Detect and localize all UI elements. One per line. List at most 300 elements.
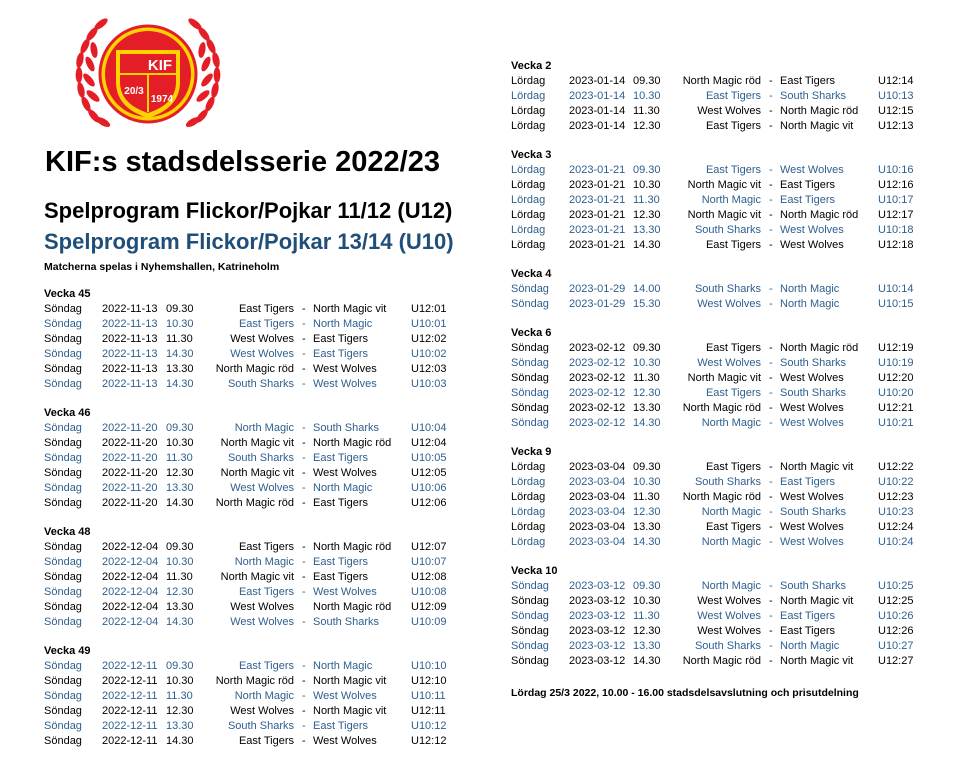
game-row: [511, 505, 931, 520]
away-team: East Tigers: [780, 476, 836, 488]
team-separator: -: [302, 586, 306, 598]
schedule-right: [511, 59, 931, 683]
home-team: East Tigers: [705, 342, 761, 354]
game-time: 14.30: [166, 735, 194, 747]
game-code: U10:01: [411, 318, 447, 330]
game-row: [44, 481, 464, 496]
week-heading: Vecka 3: [511, 149, 552, 161]
home-team: North Magic röd: [215, 497, 294, 509]
game-row: [44, 347, 464, 362]
home-team: South Sharks: [694, 283, 761, 295]
away-team: West Wolves: [313, 378, 377, 390]
game-row: [44, 332, 464, 347]
game-day: Söndag: [44, 586, 82, 598]
game-code: U12:16: [878, 179, 914, 191]
game-code: U10:06: [411, 482, 447, 494]
game-time: 09.30: [166, 422, 194, 434]
team-separator: -: [769, 209, 773, 221]
game-day: Söndag: [44, 571, 82, 583]
team-separator: -: [769, 90, 773, 102]
away-team: North Magic vit: [780, 595, 854, 607]
game-day: Söndag: [511, 387, 549, 399]
home-team: North Magic: [701, 417, 761, 429]
home-team: North Magic: [701, 580, 761, 592]
home-team: West Wolves: [230, 348, 294, 360]
game-code: U10:12: [411, 720, 447, 732]
week-heading: Vecka 9: [511, 446, 552, 458]
game-code: U12:23: [878, 491, 914, 503]
game-date: 2023-03-04: [569, 536, 626, 548]
away-team: West Wolves: [780, 239, 844, 251]
away-team: North Magic vit: [313, 705, 387, 717]
game-date: 2022-12-04: [102, 541, 159, 553]
team-separator: -: [769, 239, 773, 251]
game-code: U12:19: [878, 342, 914, 354]
game-day: Söndag: [511, 417, 549, 429]
game-code: U10:10: [411, 660, 447, 672]
game-row: [511, 416, 931, 431]
game-date: 2022-11-20: [102, 422, 158, 434]
game-code: U10:21: [878, 417, 914, 429]
game-row: [511, 119, 931, 134]
team-separator: -: [769, 461, 773, 473]
game-date: 2023-03-04: [569, 521, 626, 533]
game-date: 2023-01-21: [569, 239, 626, 251]
home-team: East Tigers: [705, 461, 761, 473]
home-team: South Sharks: [694, 224, 761, 236]
home-team: South Sharks: [227, 452, 294, 464]
game-date: 2022-12-11: [102, 690, 158, 702]
home-team: East Tigers: [705, 120, 761, 132]
home-team: West Wolves: [697, 595, 761, 607]
away-team: North Magic röd: [780, 209, 859, 221]
home-team: North Magic röd: [682, 655, 761, 667]
home-team: East Tigers: [238, 660, 294, 672]
game-day: Söndag: [44, 318, 82, 330]
away-team: East Tigers: [780, 179, 836, 191]
game-day: Lördag: [511, 90, 546, 102]
team-separator: -: [302, 705, 306, 717]
game-time: 14.30: [166, 378, 194, 390]
game-time: 12.30: [633, 120, 661, 132]
game-code: U10:22: [878, 476, 914, 488]
game-row: [44, 704, 464, 719]
game-row: [511, 238, 931, 253]
logo-club: KIF: [147, 57, 173, 74]
away-team: East Tigers: [780, 610, 836, 622]
game-row: [511, 386, 931, 401]
game-time: 11.30: [633, 194, 660, 206]
week-heading: Vecka 49: [44, 645, 91, 657]
game-day: Lördag: [511, 164, 546, 176]
home-team: North Magic: [234, 422, 294, 434]
game-day: Lördag: [511, 105, 546, 117]
away-team: South Sharks: [780, 90, 847, 102]
game-code: U10:11: [411, 690, 446, 702]
game-day: Söndag: [44, 735, 82, 747]
game-time: 13.30: [633, 224, 661, 236]
game-day: Lördag: [511, 476, 546, 488]
game-time: 10.30: [633, 179, 661, 191]
game-time: 12.30: [633, 387, 661, 399]
away-team: East Tigers: [313, 333, 369, 345]
week-heading: Vecka 2: [511, 60, 552, 72]
game-time: 12.30: [633, 506, 661, 518]
game-day: Söndag: [44, 541, 82, 553]
game-row: [511, 654, 931, 669]
team-separator: -: [302, 735, 306, 747]
game-time: 11.30: [633, 491, 660, 503]
game-date: 2022-11-13: [102, 333, 158, 345]
away-team: West Wolves: [313, 586, 377, 598]
game-row: [511, 609, 931, 624]
game-date: 2022-12-04: [102, 571, 159, 583]
home-team: West Wolves: [697, 105, 761, 117]
game-code: U12:21: [878, 402, 914, 414]
game-row: [44, 540, 464, 555]
home-team: North Magic vit: [687, 179, 761, 191]
team-separator: -: [769, 610, 773, 622]
game-date: 2022-11-20: [102, 452, 158, 464]
team-separator: -: [302, 497, 306, 509]
team-separator: -: [769, 640, 773, 652]
game-time: 11.30: [166, 690, 193, 702]
game-day: Söndag: [44, 452, 82, 464]
home-team: West Wolves: [697, 298, 761, 310]
home-team: West Wolves: [230, 705, 294, 717]
game-time: 11.30: [633, 372, 660, 384]
game-row: [511, 193, 931, 208]
game-day: Söndag: [44, 660, 82, 672]
game-day: Lördag: [511, 209, 546, 221]
game-date: 2023-02-12: [569, 372, 626, 384]
team-separator: -: [769, 402, 773, 414]
game-code: U12:07: [411, 541, 447, 553]
team-separator: -: [302, 318, 306, 330]
away-team: North Magic: [313, 482, 373, 494]
game-date: 2023-01-14: [569, 90, 626, 102]
game-row: [511, 178, 931, 193]
home-team: North Magic röd: [682, 491, 761, 503]
game-date: 2023-03-04: [569, 461, 626, 473]
away-team: West Wolves: [313, 467, 377, 479]
logo-year: 1974: [150, 94, 174, 105]
game-date: 2022-11-20: [102, 467, 158, 479]
game-row: [511, 371, 931, 386]
game-date: 2023-01-29: [569, 283, 626, 295]
game-date: 2023-03-12: [569, 655, 626, 667]
game-code: U12:01: [411, 303, 447, 315]
team-separator: -: [302, 437, 306, 449]
game-row: [511, 639, 931, 654]
week-heading: Vecka 6: [511, 327, 552, 339]
game-date: 2022-12-04: [102, 586, 159, 598]
game-day: Söndag: [44, 720, 82, 732]
game-day: Söndag: [511, 595, 549, 607]
team-separator: -: [769, 536, 773, 548]
game-time: 14.30: [633, 417, 661, 429]
game-day: Söndag: [44, 333, 82, 345]
team-separator: -: [769, 625, 773, 637]
game-code: U12:09: [411, 601, 447, 613]
game-day: Söndag: [44, 378, 82, 390]
game-day: Söndag: [44, 437, 82, 449]
team-separator: -: [302, 333, 306, 345]
game-time: 14.30: [166, 616, 194, 628]
game-row: [44, 362, 464, 377]
game-code: U12:14: [878, 75, 914, 87]
away-team: South Sharks: [313, 422, 380, 434]
game-code: U12:05: [411, 467, 447, 479]
game-time: 13.30: [166, 482, 194, 494]
team-separator: -: [302, 616, 306, 628]
team-separator: -: [769, 298, 773, 310]
game-day: Lördag: [511, 179, 546, 191]
venue-note: Matcherna spelas i Nyhemshallen, Katrineholm: [44, 261, 280, 273]
game-day: Söndag: [44, 616, 82, 628]
game-date: 2023-01-14: [569, 75, 626, 87]
game-date: 2023-01-14: [569, 120, 626, 132]
team-separator: -: [302, 303, 306, 315]
away-team: West Wolves: [780, 372, 844, 384]
game-code: U10:04: [411, 422, 447, 434]
team-separator: -: [769, 194, 773, 206]
game-time: 09.30: [166, 660, 194, 672]
home-team: East Tigers: [238, 541, 294, 553]
team-separator: -: [769, 120, 773, 132]
away-team: West Wolves: [780, 224, 844, 236]
week-heading: Vecka 46: [44, 407, 91, 419]
club-badge-icon: [100, 26, 196, 122]
away-team: East Tigers: [313, 720, 369, 732]
game-row: [44, 674, 464, 689]
game-date: 2023-02-12: [569, 342, 626, 354]
game-time: 09.30: [633, 75, 661, 87]
team-separator: -: [769, 357, 773, 369]
home-team: North Magic röd: [215, 363, 294, 375]
game-time: 15.30: [633, 298, 661, 310]
game-code: U12:02: [411, 333, 447, 345]
game-code: U12:15: [878, 105, 914, 117]
week-block: [511, 564, 931, 669]
game-row: [511, 594, 931, 609]
team-separator: -: [769, 655, 773, 667]
game-date: 2022-12-11: [102, 720, 158, 732]
game-code: U10:13: [878, 90, 914, 102]
game-day: Söndag: [44, 348, 82, 360]
game-date: 2023-01-21: [569, 179, 626, 191]
game-date: 2023-03-04: [569, 506, 626, 518]
game-row: [44, 377, 464, 392]
game-row: [44, 570, 464, 585]
game-date: 2022-11-20: [102, 497, 158, 509]
game-code: U12:26: [878, 625, 914, 637]
game-date: 2023-02-12: [569, 417, 626, 429]
game-code: U12:08: [411, 571, 447, 583]
away-team: North Magic vit: [780, 655, 854, 667]
game-time: 14.30: [633, 239, 661, 251]
game-date: 2022-11-13: [102, 318, 158, 330]
game-time: 12.30: [166, 705, 194, 717]
game-day: Lördag: [511, 536, 546, 548]
away-team: North Magic: [780, 640, 840, 652]
game-time: 09.30: [633, 342, 661, 354]
game-row: [511, 520, 931, 535]
team-separator: -: [302, 467, 306, 479]
game-day: Söndag: [511, 640, 549, 652]
game-day: Söndag: [44, 497, 82, 509]
game-date: 2023-02-12: [569, 387, 626, 399]
away-team: North Magic vit: [313, 303, 387, 315]
team-separator: -: [769, 164, 773, 176]
team-separator: -: [302, 675, 306, 687]
game-day: Lördag: [511, 194, 546, 206]
game-row: [44, 555, 464, 570]
game-time: 09.30: [633, 164, 661, 176]
game-date: 2023-01-21: [569, 209, 626, 221]
game-date: 2023-01-14: [569, 105, 626, 117]
away-team: West Wolves: [313, 735, 377, 747]
home-team: North Magic röd: [682, 75, 761, 87]
away-team: South Sharks: [780, 506, 847, 518]
home-team: North Magic: [701, 506, 761, 518]
game-time: 10.30: [633, 90, 661, 102]
season-end-note: Lördag 25/3 2022, 10.00 - 16.00 stadsdelsavslutning och prisutdelning: [511, 687, 859, 699]
home-team: East Tigers: [238, 303, 294, 315]
game-row: [44, 421, 464, 436]
game-row: [511, 624, 931, 639]
home-team: North Magic: [701, 536, 761, 548]
game-time: 11.30: [166, 571, 193, 583]
game-date: 2022-12-04: [102, 556, 159, 568]
home-team: North Magic vit: [220, 571, 294, 583]
game-row: [511, 535, 931, 550]
away-team: West Wolves: [313, 363, 377, 375]
game-time: 09.30: [633, 580, 661, 592]
game-time: 12.30: [633, 209, 661, 221]
week-block: [511, 445, 931, 550]
away-team: West Wolves: [313, 690, 377, 702]
game-time: 11.30: [166, 333, 193, 345]
game-code: U10:08: [411, 586, 447, 598]
game-code: U12:27: [878, 655, 914, 667]
week-block: [511, 59, 931, 134]
game-code: U12:20: [878, 372, 914, 384]
home-team: North Magic: [701, 194, 761, 206]
game-row: [511, 104, 931, 119]
week-block: [44, 287, 464, 392]
game-date: 2023-03-04: [569, 491, 626, 503]
team-separator: -: [302, 422, 306, 434]
game-time: 10.30: [633, 357, 661, 369]
home-team: South Sharks: [227, 720, 294, 732]
home-team: West Wolves: [230, 601, 294, 613]
game-code: U10:07: [411, 556, 447, 568]
week-block: [511, 326, 931, 431]
game-day: Söndag: [511, 402, 549, 414]
team-separator: -: [302, 690, 306, 702]
team-separator: -: [302, 348, 306, 360]
game-day: Lördag: [511, 75, 546, 87]
game-time: 11.30: [633, 105, 660, 117]
game-date: 2022-12-04: [102, 616, 159, 628]
game-code: U12:18: [878, 239, 914, 251]
game-day: Söndag: [511, 372, 549, 384]
away-team: West Wolves: [780, 164, 844, 176]
away-team: North Magic: [313, 318, 373, 330]
away-team: West Wolves: [780, 491, 844, 503]
game-row: [511, 74, 931, 89]
page-title: KIF:s stadsdelsserie 2022/23: [45, 146, 440, 178]
away-team: North Magic röd: [313, 541, 392, 553]
game-row: [44, 466, 464, 481]
game-row: [44, 496, 464, 511]
game-date: 2023-03-04: [569, 476, 626, 488]
game-time: 14.30: [633, 655, 661, 667]
game-row: [44, 689, 464, 704]
game-day: Söndag: [511, 580, 549, 592]
away-team: North Magic: [313, 660, 373, 672]
home-team: East Tigers: [705, 90, 761, 102]
game-code: U12:17: [878, 209, 914, 221]
team-separator: -: [302, 541, 306, 553]
game-code: U10:09: [411, 616, 447, 628]
away-team: East Tigers: [780, 625, 836, 637]
week-block: [44, 525, 464, 630]
away-team: North Magic: [780, 283, 840, 295]
week-block: [44, 406, 464, 511]
team-separator: -: [769, 224, 773, 236]
away-team: North Magic: [780, 298, 840, 310]
game-row: [44, 600, 464, 615]
away-team: West Wolves: [780, 417, 844, 429]
game-day: Söndag: [44, 601, 82, 613]
game-code: U12:03: [411, 363, 447, 375]
game-date: 2022-12-11: [102, 660, 158, 672]
game-time: 11.30: [633, 610, 660, 622]
away-team: North Magic röd: [313, 601, 392, 613]
game-row: [511, 356, 931, 371]
game-code: U10:16: [878, 164, 914, 176]
game-code: U10:05: [411, 452, 447, 464]
team-separator: -: [769, 476, 773, 488]
game-time: 14.30: [166, 348, 194, 360]
home-team: West Wolves: [697, 625, 761, 637]
game-row: [44, 317, 464, 332]
away-team: North Magic vit: [313, 675, 387, 687]
team-separator: -: [769, 179, 773, 191]
team-separator: -: [302, 378, 306, 390]
game-day: Söndag: [511, 610, 549, 622]
away-team: South Sharks: [780, 580, 847, 592]
game-date: 2023-03-12: [569, 610, 626, 622]
game-code: U12:25: [878, 595, 914, 607]
game-time: 10.30: [633, 595, 661, 607]
away-team: North Magic röd: [313, 437, 392, 449]
game-day: Söndag: [511, 298, 549, 310]
game-day: Söndag: [44, 303, 82, 315]
game-time: 14.00: [633, 283, 661, 295]
team-separator: -: [769, 506, 773, 518]
team-separator: -: [769, 387, 773, 399]
home-team: East Tigers: [705, 521, 761, 533]
away-team: East Tigers: [780, 75, 836, 87]
game-time: 14.30: [633, 536, 661, 548]
game-date: 2022-11-13: [102, 348, 158, 360]
home-team: West Wolves: [230, 482, 294, 494]
game-date: 2023-02-12: [569, 402, 626, 414]
game-day: Söndag: [44, 690, 82, 702]
